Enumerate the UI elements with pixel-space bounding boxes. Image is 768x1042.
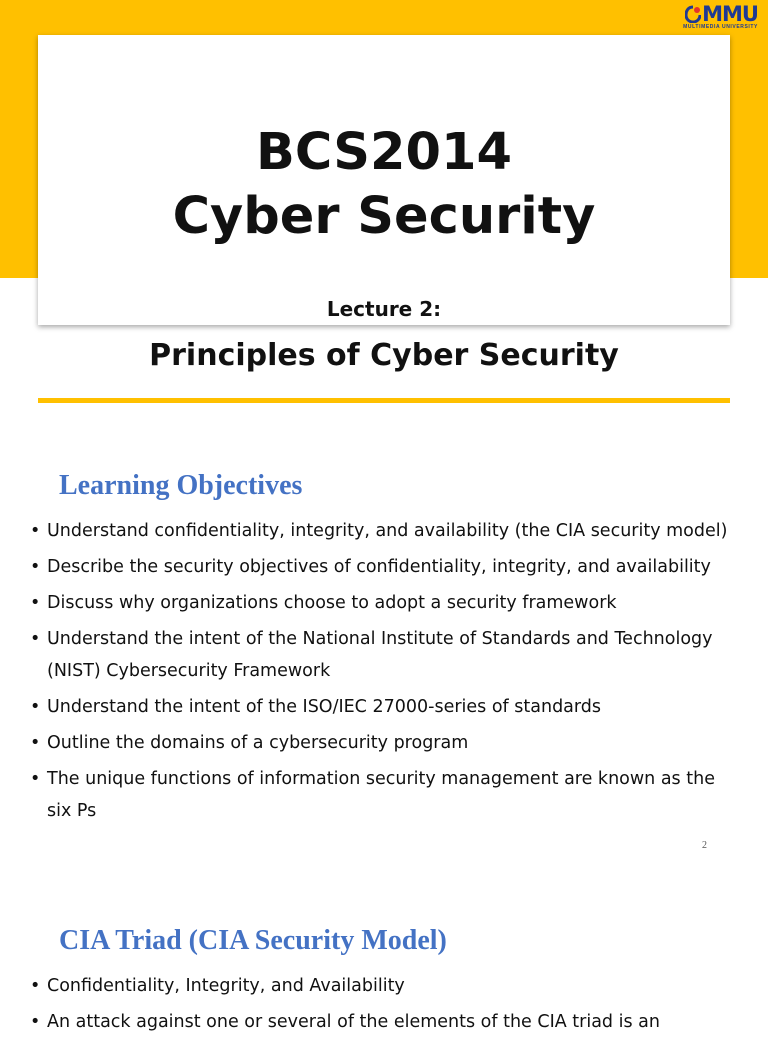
- bullet-icon: •: [30, 593, 41, 613]
- logo-subtext: MULTIMEDIA UNIVERSITY: [683, 24, 758, 30]
- lecture-label: Lecture 2:: [326, 297, 442, 321]
- cia-triad-heading: CIA Triad (CIA Security Model): [59, 925, 447, 956]
- logo-text: MMU: [702, 2, 758, 26]
- list-item: • Describe the security objectives of confidentiality, integrity, and availability: [30, 551, 730, 583]
- bullet-icon: •: [30, 629, 41, 649]
- list-item: • Understand the intent of the National Institute of Standards and Technology (NIST) Cybersecurity Framework: [30, 623, 730, 687]
- list-item: • Confidentiality, Integrity, and Availability: [30, 970, 730, 1002]
- divider-rule: [38, 398, 730, 403]
- title-box: [38, 35, 730, 325]
- bullet-icon: •: [30, 976, 41, 996]
- bullet-icon: •: [30, 521, 41, 541]
- list-item: • Understand the intent of the ISO/IEC 27000-series of standards: [30, 691, 730, 723]
- bullet-icon: •: [30, 697, 41, 717]
- page-number: 2: [702, 840, 707, 851]
- list-item: • Outline the domains of a cybersecurity program: [30, 727, 730, 759]
- list-item: • The unique functions of information security management are known as the six Ps: [30, 763, 730, 827]
- learning-objectives-list: [30, 515, 730, 831]
- list-item: • Discuss why organizations choose to adopt a security framework: [30, 587, 730, 619]
- learning-objectives-heading: Learning Objectives: [59, 470, 303, 501]
- bullet-icon: •: [30, 1012, 41, 1032]
- lecture-title: Principles of Cyber Security: [149, 338, 619, 373]
- bullet-icon: •: [30, 557, 41, 577]
- mmu-swirl-icon: [685, 5, 701, 23]
- title-slide: [0, 0, 768, 420]
- bullet-icon: •: [30, 733, 41, 753]
- bullet-icon: •: [30, 769, 41, 789]
- cia-triad-list: [30, 970, 730, 1042]
- mmu-logo: [683, 3, 758, 30]
- course-name: Cyber Security: [172, 187, 596, 246]
- list-item: • Understand confidentiality, integrity, and availability (the CIA security model): [30, 515, 730, 547]
- list-item: • An attack against one or several of the elements of the CIA triad is an: [30, 1006, 730, 1038]
- course-code: BCS2014: [256, 123, 512, 182]
